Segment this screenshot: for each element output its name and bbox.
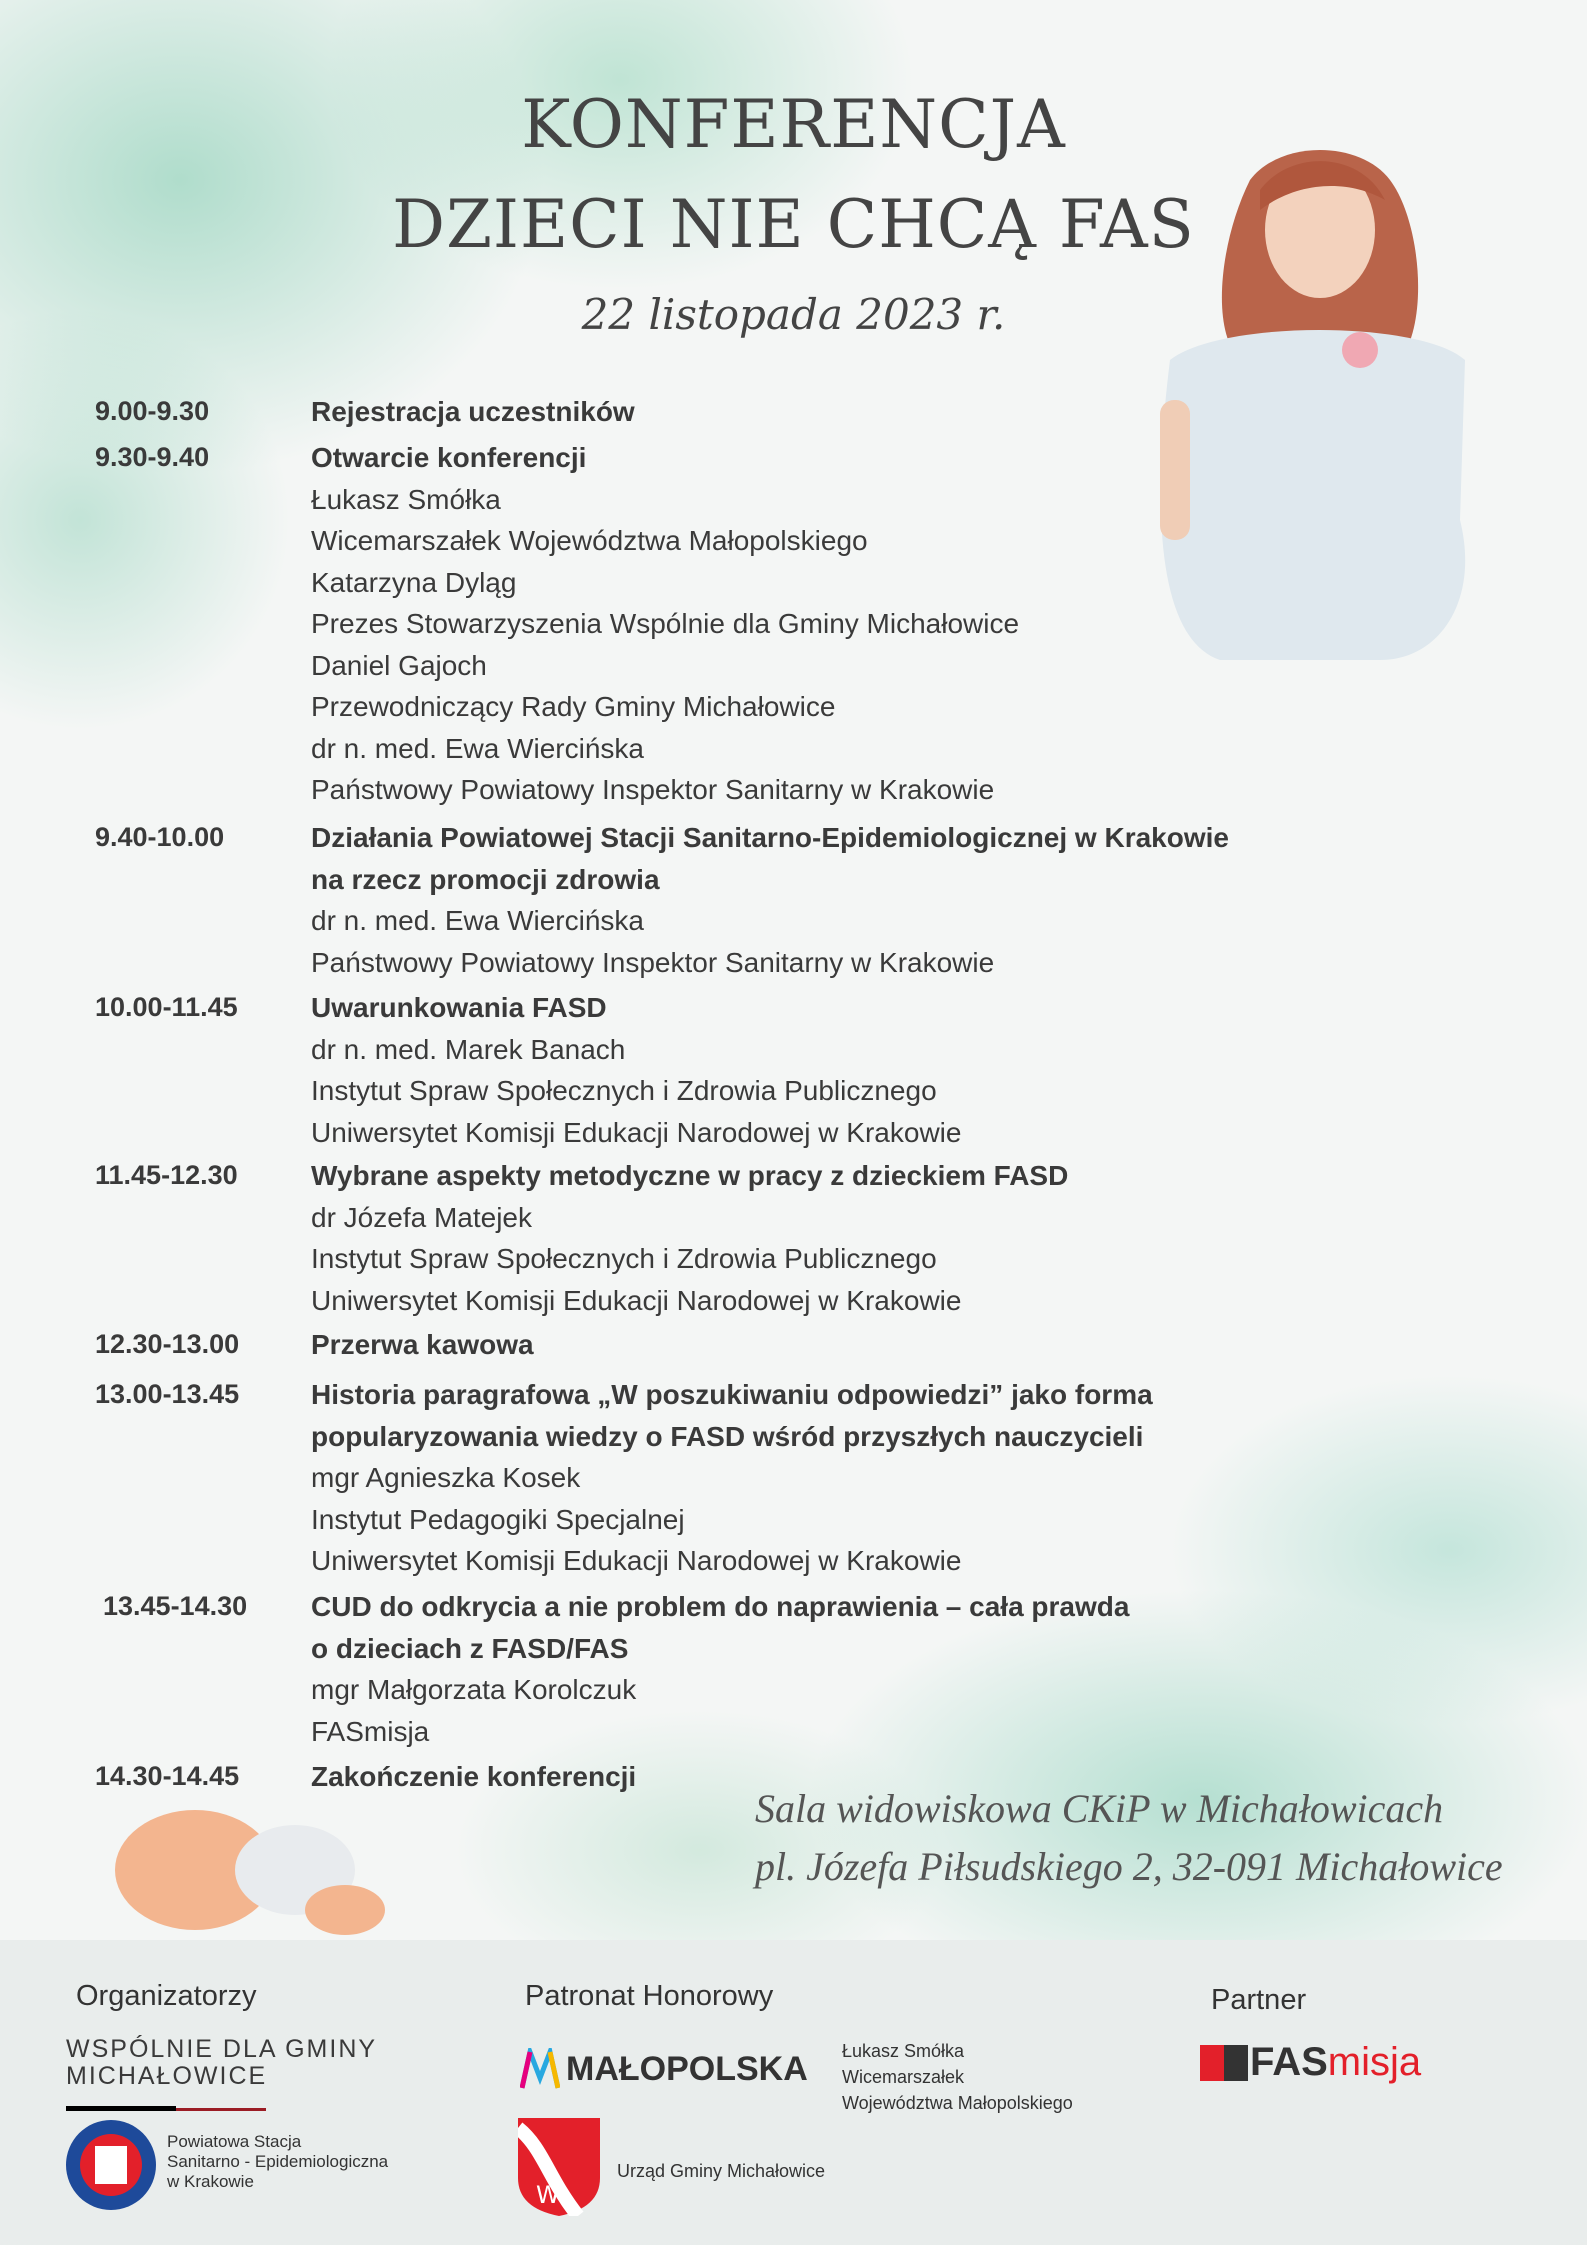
agenda-detail: mgr Agnieszka Kosek (311, 1462, 581, 1493)
agenda-title: Otwarcie konferencji (311, 442, 587, 473)
agenda-detail: Państwowy Powiatowy Inspektor Sanitarny w Krakowie (311, 774, 995, 805)
fasmisja-misja: misja (1327, 2040, 1422, 2084)
agenda-detail: Przewodniczący Rady Gminy Michałowice (311, 691, 836, 722)
agenda-title: Działania Powiatowej Stacji Sanitarno-Epidemiologicznej w Krakowie (311, 822, 1229, 853)
agenda-detail: dr Józefa Matejek (311, 1201, 532, 1233)
agenda-time: 13.00-13.45 (95, 1379, 240, 1409)
agenda-detail: Uniwersytet Komisji Edukacji Narodowej w Krakowie (311, 1116, 962, 1148)
agenda-title: Historia paragrafowa „W poszukiwaniu odpowiedzi” jako forma (311, 1379, 1153, 1410)
agenda-detail: Katarzyna Dyląg (311, 566, 517, 598)
agenda-detail: dr n. med. Ewa Wiercińska (311, 732, 644, 764)
agenda-time: 11.45-12.30 (95, 1160, 238, 1190)
puzzle-icon (1200, 2045, 1224, 2081)
agenda-time: 14.30-14.45 (95, 1761, 240, 1791)
agenda-time: 12.30-13.00 (95, 1329, 240, 1359)
agenda-detail: Wicemarszałek Województwa Małopolskiego (311, 525, 868, 556)
malopolska-logo (520, 2048, 808, 2090)
agenda-detail: Daniel Gajoch (311, 649, 487, 681)
venue-address: pl. Józefa Piłsudskiego 2, 32-091 Michałowice (755, 1844, 1503, 1889)
conference-date: 22 listopada 2023 r. (581, 290, 1006, 339)
agenda-title: Rejestracja uczestników (311, 396, 635, 427)
psse-name (167, 2132, 388, 2192)
fasmisja-fas: FAS (1250, 2040, 1328, 2084)
agenda-time: 9.30-9.40 (95, 442, 210, 472)
conference-subtitle: DZIECI NIE CHCĄ FAS (392, 186, 1195, 263)
agenda-body (311, 1155, 1581, 1321)
psse-line: Sanitarno - Epidemiologiczna (167, 2152, 389, 2171)
baby-illustration (95, 1800, 395, 1940)
agenda-body (311, 437, 1581, 811)
agenda-time: 13.45-14.30 (103, 1591, 248, 1621)
agenda-detail: Prezes Stowarzyszenia Wspólnie dla Gminy Michałowice (311, 608, 1020, 639)
agenda-time: 9.00-9.30 (95, 396, 210, 426)
malopolska-text: MAŁOPOLSKA (566, 2049, 808, 2088)
wspolnie-logo (66, 2036, 377, 2117)
wspolnie-line1: WSPÓLNIE DLA GMINY (66, 2035, 378, 2063)
patron-line: Wicemarszałek (842, 2067, 965, 2087)
agenda-body (311, 1324, 1581, 1366)
svg-text:W: W (536, 2181, 560, 2209)
agenda-title: o dzieciach z FASD/FAS (311, 1632, 629, 1664)
agenda-detail: Instytut Spraw Społecznych i Zdrowia Publicznego (311, 1075, 937, 1106)
agenda-title: Przerwa kawowa (311, 1329, 534, 1360)
psse-seal-icon (66, 2120, 156, 2210)
psse-line: w Krakowie (167, 2172, 254, 2191)
malopolska-m-icon (520, 2048, 560, 2090)
organizers-label: Organizatorzy (76, 1980, 257, 2012)
venue-name: Sala widowiskowa CKiP w Michałowicach (755, 1786, 1444, 1831)
agenda-detail: FASmisja (311, 1715, 430, 1747)
agenda-title: Uwarunkowania FASD (311, 992, 607, 1023)
agenda-detail: Łukasz Smółka (311, 483, 501, 515)
partner-label: Partner (1211, 1984, 1307, 2016)
psse-line: Powiatowa Stacja (167, 2132, 302, 2151)
agenda-detail: Instytut Spraw Społecznych i Zdrowia Publicznego (311, 1243, 937, 1274)
conference-title: KONFERENCJA (521, 86, 1066, 163)
agenda-detail: dr n. med. Ewa Wiercińska (311, 905, 644, 936)
patron-person (842, 2038, 1073, 2116)
wspolnie-line2: MICHAŁOWICE (66, 2062, 268, 2090)
agenda-detail: mgr Małgorzata Korolczuk (311, 1674, 637, 1705)
patronage-label: Patronat Honorowy (525, 1980, 774, 2012)
agenda-title: Zakończenie konferencji (311, 1761, 637, 1792)
agenda-title: CUD do odkrycia a nie problem do naprawienia – cała prawda (311, 1591, 1130, 1622)
agenda-body (311, 817, 1581, 983)
agenda-body (311, 1586, 1581, 1752)
agenda-time: 9.40-10.00 (95, 822, 225, 852)
agenda-detail: Uniwersytet Komisji Edukacji Narodowej w Krakowie (311, 1545, 962, 1576)
agenda-title: Wybrane aspekty metodyczne w pracy z dzieckiem FASD (311, 1160, 1069, 1191)
michalowice-coat-of-arms-icon (518, 2118, 600, 2216)
footer (0, 1940, 1587, 2245)
agenda-detail: Uniwersytet Komisji Edukacji Narodowej w Krakowie (311, 1284, 962, 1316)
agenda-detail: Państwowy Powiatowy Inspektor Sanitarny w Krakowie (311, 946, 995, 978)
agenda-body (311, 987, 1581, 1153)
patron-line: Województwa Małopolskiego (842, 2093, 1073, 2113)
agenda-detail: dr n. med. Marek Banach (311, 1033, 626, 1065)
agenda-title: popularyzowania wiedzy o FASD wśród przyszłych nauczycieli (311, 1420, 1144, 1452)
agenda-body (311, 391, 1581, 433)
urzad-gminy: Urząd Gminy Michałowice (617, 2161, 826, 2181)
agenda-body (311, 1374, 1581, 1582)
fasmisja-logo (1200, 2040, 1421, 2085)
agenda-detail: Instytut Pedagogiki Specjalnej (311, 1503, 685, 1535)
agenda-title: na rzecz promocji zdrowia (311, 863, 660, 895)
agenda-time: 10.00-11.45 (95, 992, 238, 1022)
patron-line: Łukasz Smółka (842, 2041, 965, 2061)
